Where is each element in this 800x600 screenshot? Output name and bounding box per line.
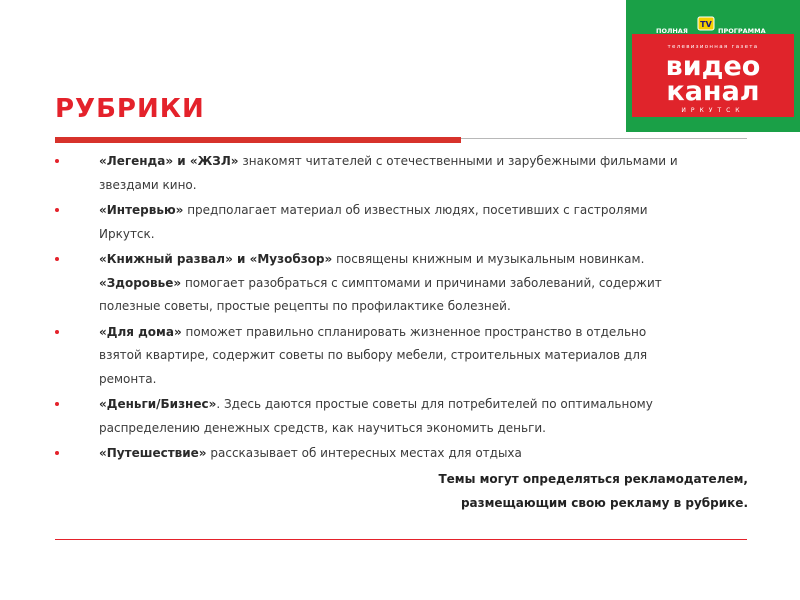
rubric-text: . Здесь даются простые советы для потребителей по оптимальному [216,397,653,411]
title-divider-accent [55,137,461,143]
bottom-divider [55,539,747,540]
logo-top-right: ПРОГРАММА [718,27,766,35]
rubric-name: «Путешествие» [99,446,207,460]
rubric-item [55,248,755,319]
logo-word-video: видео [665,51,761,82]
rubric-line [99,174,755,198]
rubric-text: рассказывает об интересных местах для отдыха [206,446,522,460]
rubric-name: «Легенда» и «ЖЗЛ» [99,154,239,168]
rubric-name: «Здоровье» [99,275,182,290]
rubric-item [55,442,755,466]
advertiser-note-line-2: размещающим свою рекламу в рубрике. [460,495,748,510]
rubric-text: предполагает материал об известных людях, посетивших с гастролями [183,203,648,217]
rubric-text: взятой квартире, содержит советы по выбору мебели, строительных материалов для [99,348,648,362]
slide-title: РУБРИКИ [55,94,205,124]
rubric-name: «Интервью» [99,203,184,217]
rubric-text: помогает разобраться с симптомами и причинами заболеваний, содержит [181,275,662,290]
rubric-line [99,272,755,296]
rubric-name: «Для дома» [99,324,182,339]
rubrics-content [55,150,755,515]
rubric-line [99,344,755,368]
rubric-line [99,199,755,223]
rubric-line [99,442,755,466]
rubric-text: поможет правильно спланировать жизненное пространство в отдельно [181,324,647,339]
rubric-text: Иркутск. [99,226,155,241]
rubric-item [55,321,755,392]
rubric-line [99,417,755,441]
logo-graphic [626,0,800,132]
rubric-text: распределению денежных средств, как научиться экономить деньги. [99,420,546,435]
bullet-dot-icon [55,451,59,455]
rubric-text: посвящены книжным и музыкальным новинкам. [332,252,645,266]
rubrics-list [55,150,755,466]
bullet-dot-icon [55,330,59,334]
logo-city: ИРКУТСК [681,107,745,114]
rubric-line [99,393,755,417]
rubric-item [55,393,755,440]
rubric-name: «Книжный развал» и «Музобзор» [99,252,333,266]
bullet-dot-icon [55,402,59,406]
rubric-text: ремонта. [99,371,157,386]
advertiser-note-line-1: Темы могут определяться рекламодателем, [438,471,748,486]
rubric-line [99,223,755,247]
rubric-item [55,150,755,197]
rubric-line [99,368,755,392]
rubric-line [99,295,755,319]
logo-top-left: ПОЛНАЯ [656,27,688,35]
bullet-dot-icon [55,159,59,163]
rubric-item [55,199,755,246]
rubric-text: звездами кино. [99,177,197,192]
advertiser-note [55,467,755,515]
logo-tv-text: TV [700,20,712,29]
logo-word-kanal: канал [666,76,760,107]
rubric-name: «Деньги/Бизнес» [99,397,217,411]
logo-subtitle: телевизионная газета [667,44,759,50]
rubric-line [99,150,755,174]
bullet-dot-icon [55,257,59,261]
bullet-dot-icon [55,208,59,212]
rubric-text: полезные советы, простые рецепты по профилактике болезней. [99,299,511,313]
rubric-line [99,321,755,345]
rubric-text: знакомят читателей с отечественными и зарубежными фильмами и [238,154,678,168]
videokanal-logo [626,0,800,132]
rubric-line [99,248,755,272]
